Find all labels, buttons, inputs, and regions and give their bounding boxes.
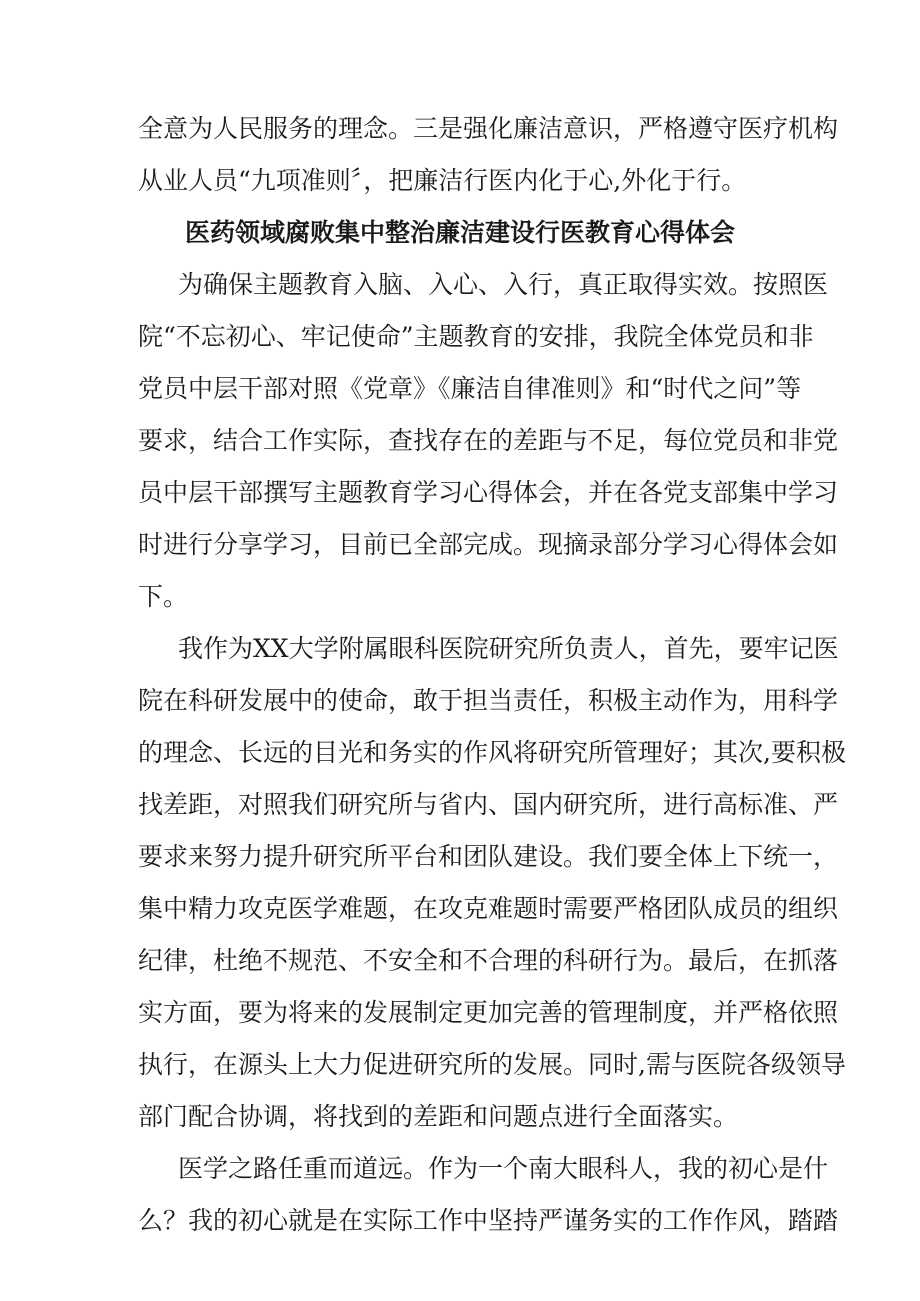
paragraph1-line-7: 下。 xyxy=(138,582,189,611)
paragraph2-line-9: 执行，在源头上大力促进研究所的发展。同时,需与医院各级领导 xyxy=(138,1050,846,1079)
paragraph2-line-4: 找差距，对照我们研究所与省内、国内研究所，进行高标准、严 xyxy=(138,790,839,819)
intro-line-2: 从业人员“九项准则〞，把廉洁行医内化于心,外化于行。 xyxy=(138,166,747,195)
paragraph2-line-6: 集中精力攻克医学难题，在攻克难题时需要严格团队成员的组织 xyxy=(138,894,839,923)
paragraph3-line-1: 医学之路任重而道远。作为一个南大眼科人，我的初心是什 xyxy=(178,1154,829,1183)
paragraph1-line-5: 员中层干部撰写主题教育学习心得体会，并在各党支部集中学习 xyxy=(138,478,839,507)
document-title: 医药领域腐败集中整治廉洁建设行医教育心得体会 xyxy=(184,218,735,247)
paragraph1-line-6: 时进行分享学习，目前已全部完成。现摘录部分学习心得体会如 xyxy=(138,530,839,559)
paragraph1-line-4: 要求，结合工作实际，查找存在的差距与不足，每位党员和非党 xyxy=(138,426,839,455)
paragraph1-line-1: 为确保主题教育入脑、入心、入行，真正取得实效。按照医 xyxy=(178,270,829,299)
paragraph2-line-5: 要求来努力提升研究所平台和团队建设。我们要全体上下统一， xyxy=(138,842,839,871)
paragraph2-line-3: 的理念、长远的目光和务实的作风将研究所管理好；其次,要积极 xyxy=(138,738,846,767)
paragraph2-line-10: 部门配合协调，将找到的差距和问题点进行全面落实。 xyxy=(138,1102,739,1131)
paragraph1-line-3: 党员中层干部对照《党章》《廉洁自律准则》和“时代之问”等 xyxy=(138,374,802,403)
paragraph2-line-2: 院在科研发展中的使命，敢于担当责任，积极主动作为，用科学 xyxy=(138,686,839,715)
paragraph2-line-8: 实方面，要为将来的发展制定更加完善的管理制度，并严格依照 xyxy=(138,998,839,1027)
paragraph2-line-1: 我作为XX大学附属眼科医院研究所负责人，首先，要牢记医 xyxy=(178,634,839,663)
intro-line-1: 全意为人民服务的理念。三是强化廉洁意识，严格遵守医疗机构 xyxy=(138,114,839,143)
paragraph2-line-7: 纪律，杜绝不规范、不安全和不合理的科研行为。最后，在抓落 xyxy=(138,946,839,975)
paragraph1-line-2: 院“不忘初心、牢记使命”主题教育的安排，我院全体党员和非 xyxy=(138,322,814,351)
paragraph3-line-2: 么？我的初心就是在实际工作中坚持严谨务实的工作作风，踏踏 xyxy=(138,1206,839,1235)
